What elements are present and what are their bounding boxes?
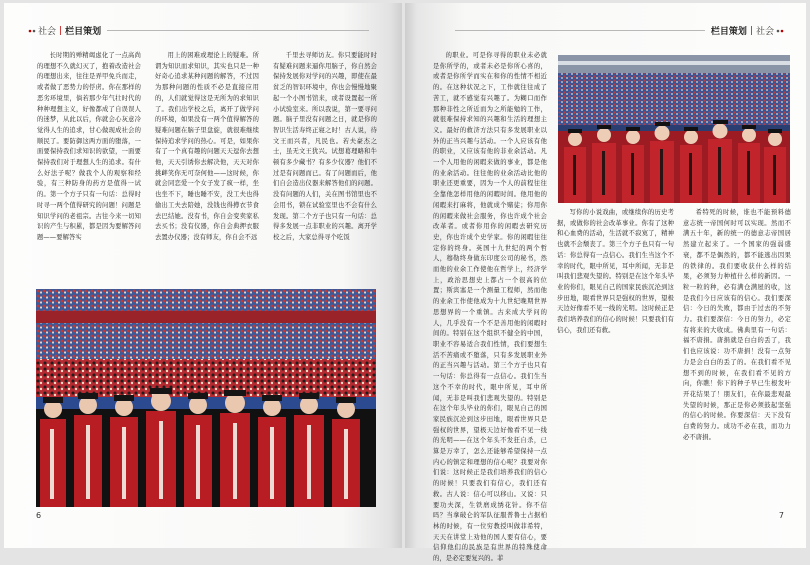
section-label: 社会 (38, 27, 57, 37)
section-label: 社会 (755, 27, 774, 37)
left-column-3: 千里去寻师访友。你只要能时时有疑难问题来逼你用脑子，你自然会保持发展你对学问的兴趣，即使在最贫乏的智识环境中，你也会慢慢地聚起一个小图书馆来，或者设置起一所小试验室来。所以我说，第一要寻问题。脑子里没有问题之日，就是你的智识生活寿终正寝之时！古人说，待文王而兴者，凡民也。若夫豪杰之士，虽无文王犹兴。试想葛理略和牛顿有多少藏书？有多少仪器？他们不过是有问题而已。有了问题而后，他们自会造出仪器来解答他们的问题。没有问题的人们，关在图书馆里也不会用书，锁在试验室里也不会有什么发现。第二个方子也只有一句话：总得多发展一点非职业的兴趣。离开学校之后，大家总得寻个吃饭 (273, 52, 377, 241)
right-page (405, 3, 806, 563)
right-column-1: 的职业。可是你寻得的职业未必就是你所学的，或者未必是你所心喜的，或者是你所学而实在和你的性情不相近的。在这种状况之下，工作就往往成了苦工，就不感觉有兴趣了。为糊口而作那种非性之所近而为之所能勉的工作，就很难保持求知的兴趣和生活的理想主义。最好的救济方法只有多发展职业以外的正当兴趣与活动。一个人应该有他的职业，又应该有他的非业余活动。凡一个人用他的闲暇来做的事业，都是他的业余活动。往往他的业余活动比他的职业还更重要，因为一个人的前程往往全靠他怎样用他的闲暇时间。他用他的闲暇来打麻将，他就成个赌徒；你用你的闲暇来做社会服务，你也许成个社会改革者。或者你用你的闲暇去研究历史，你也许成个史学家。你的闲暇往往定你的终身。英国十九世纪的两个哲人，穆勒终身做东印度公司的秘书，然而他的业余工作使他在哲学上，经济学上，政治思想史上都占一个很高的位置；斯宾塞是一个测量工程师，然而他的业余工作使他成为十九世纪晚期世界思想界的一个重镇。古来成大学问的人，几乎没有一个不是善用他的闲暇时间的。特别在这个组织不健全的中国，职业不容易适合我们性情，我们要想生活不苦痛或不堕落，只有多发展职业外的正当兴趣与活动。第三个方子也只有一句话：你总得有一点信心。我们生当这个不幸的时代，眼中所见，耳中所闻，无非是叫我们悲观失望的。特别是在这个年头毕业的你们，眼见自己的国家民族沉沦到这步田地，眼看世界只是强权的世界，望极天边好像看不见一线的光明——在这个年头不发狂自杀，已算是万幸了，怎么还能够希望保持一点内心的镇定和理想的信心呢？我要对你们说：这时候正是我们培养我们的信心的时候！只要我们有信心，我们还有救。古人说：信心可以移山。又说：只要功夫深，生铁磨成绣花针。你不信吗？当拿破仑的军队征服普鲁士占据柏林的时候，有一位穷教授叫做菲希特，天天在讲堂上劝他的国人要有信心，要信仰他们的民族是有世界的特殊使命的，是必定要复兴的。菲 (433, 52, 547, 563)
right-page-header (455, 24, 784, 37)
right-column-3: 希特死的时候，谁也不能预料德意志统一帝国何时可以实现。然而不满五十年，新的统一的德意志帝国居然建立起来了。一个国家的强弱盛衰，都不是偶然的，都不能逃出因果的铁律的。我们要收获什么样的结果，必须努力种植什么样的新因。一粒一粒的种，必有满仓满屋的收，这是我们今日应该有的信心。我们要深信：今日的失败，都由于过去的不努力。我们要深信：今日的努力，必定有将来的大收成。佛典里有一句话：福不唐捐。唐捐就是白白的丢了，我们也应该说：功不唐捐！没有一点努力是会白白的丢了的。在我们看不见想不到的时候，在我们看不见的方向，你瞧！你下的种子早已生根发叶开花结果了！朋友们，在你最悲观最失望的时候，那正是你必须鼓起坚强的信心的时候。你要深信：天下没有白费的努力。成功不必在我，而功力必不唐捐。 (683, 209, 791, 441)
header-dots-icon (776, 27, 784, 35)
left-page (4, 3, 402, 548)
left-column-2: 用上的困难或理论上的疑难。所谓为知识而求知识，其实也只是一种好奇心追求某种问题的解答，不过因为那种问题的性质不必是直接应用的，人们就觉得这是无所为的求知识了。我们出学校之后，离开了做学问的环境，如果没有一两个值得解答的疑难问题在脑子里盘旋，就很难继续保持追求学问的热心。可是，如果你有了一个真有趣的问题天天逗你去想他，天天引诱你去解决他，天天对你挑衅笑你无可奈何他——这时候，你就会同恋爱一个女子发了疯一样，坐也坐不下，睡也睡不安，没工夫也得偷出工夫去陪她，没钱也得撙衣节食去巴结她。没有书，你自会变卖家私去买书；没有仪器，你自会典押衣服去置办仪器；没有师友，你自会不远 (155, 52, 259, 241)
column-label: 栏目策划 (710, 27, 747, 37)
graduation-ceremony-auditorium-photo (36, 289, 376, 507)
right-page-number: 7 (778, 511, 784, 520)
column-label: 栏目策划 (65, 27, 102, 37)
left-page-number: 6 (36, 511, 42, 520)
header-rule (455, 30, 705, 31)
header-separator: | (59, 25, 63, 36)
graduation-ceremony-students-photo (558, 55, 790, 203)
left-page-header (28, 24, 369, 37)
left-column-1: 长时期的殚精竭虑化了一点高尚的理想不久就幻灭了，抱着改造社会的理想出来，往往是弄甲免兵而走，或者做了恶势力的俘虏。你在那样的恶劣环境里，倘若那少年气壮时代的种种理想主义，好像都成了自误误人的迷梦，从此以后，你就会心灰意冷觉得人生的追求，甘心做现成社会的顺民了。要防御这两方面的堕落，一面要保持我们求知识的欲望，一面要保持我们对于理想人生的追求。有什么好法子呢？做我个人的观察和经验，有三种防身的药方是值得一试的。第一个方子只有一句话：总得时时寻一两个值得研究的问题！问题是知识学问的老祖宗。古往今来一切知识的产生与积累，都是因为要解答问题——要解答实 (37, 52, 141, 241)
header-rule (107, 30, 369, 31)
right-column-2: 写你的小说戏曲，或继续你的历史考据，或做你的社会改革事业。你有了这种和心血费的活动，生活就不寂寞了，精神也就不会颓丧了。第三个方子也只有一句话：你总得有一点信心。我们生当这个不幸的时代，眼中所见，耳中所闻，无非是叫我们悲观失望的。特别是在这个年头毕业的你们，眼见自己的国家民族沉沦到这步田地，眼看世界只是强权的世界，望极天边好像看不见一线的光明。这时候正是我们培养我们的信心的时候！只要我们有信心，我们还有救。 (557, 209, 674, 334)
header-dots-icon (28, 27, 36, 35)
magazine-spread (4, 3, 806, 563)
header-separator: | (749, 25, 753, 36)
graduates-in-red-gowns (558, 120, 790, 203)
